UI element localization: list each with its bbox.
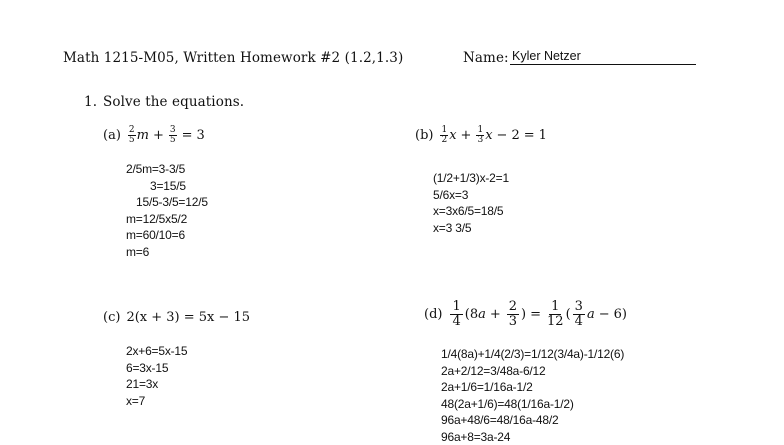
name-label: Name: [463,50,509,66]
fraction: $\frac{2}{3}$ [507,300,519,329]
work-line: 1/4(8a)+1/4(2/3)=1/12(3/4a)-1/12(6) [441,346,624,363]
part-d-label: (d) [424,307,442,322]
work-line: m=12/5x5/2 [126,211,208,228]
work-d [441,346,624,445]
work-line: m=6 [126,244,208,261]
work-line: 48(2a+1/6)=48(1/16a-1/2) [441,396,624,413]
work-line: 2a+2/12=3/48a-6/12 [441,363,624,380]
fraction: $\frac{1}{3}$ [476,126,484,145]
equation-d: (d) $\frac{1}{4}$ (8 a + $\frac{2}{3}$ ) = $\frac{1}{12}$ ( $\frac{3}{4}$ a − 6) [424,300,627,329]
work-line: x=3 3/5 [433,220,509,237]
work-line: m=60/10=6 [126,227,208,244]
question-number: 1. [84,94,97,110]
fraction: $\frac{2}{5}$ [128,126,136,145]
work-b [433,170,509,236]
work-line: 2a+1/6=1/16a-1/2 [441,379,624,396]
work-line: x=3x6/5=18/5 [433,203,509,220]
work-line: (1/2+1/3)x-2=1 [433,170,509,187]
fraction: $\frac{1}{2}$ [440,126,448,145]
question-instruction: Solve the equations. [103,94,244,110]
work-line: 5/6x=3 [433,187,509,204]
fraction: $\frac{1}{4}$ [450,300,462,329]
fraction: $\frac{3}{4}$ [573,300,585,329]
part-b-label: (b) [415,128,433,143]
work-line: 3=15/5 [126,178,208,195]
work-a [126,161,208,260]
fraction: $\frac{3}{5}$ [169,126,177,145]
part-c-label: (c) [103,310,120,325]
equation-a: (a) $\frac{2}{5}$ m + $\frac{3}{5}$ = 3 [103,126,205,145]
work-line: x=7 [126,393,187,410]
work-line: 96a+8=3a-24 [441,429,624,445]
equation-b: (b) $\frac{1}{2}$ x + $\frac{1}{3}$ x − 2 = 1 [415,126,547,145]
document-title: Math 1215-M05, Written Homework #2 (1.2,1.3) [63,50,403,66]
work-line: 15/5-3/5=12/5 [126,194,208,211]
work-line: 6=3x-15 [126,360,187,377]
work-line: 2x+6=5x-15 [126,343,187,360]
fraction: $\frac{1}{12}$ [547,300,564,329]
work-c [126,343,187,409]
student-name: Kyler Netzer [512,49,581,63]
work-line: 21=3x [126,376,187,393]
work-line: 2/5m=3-3/5 [126,161,208,178]
equation-c-text: 2(x + 3) = 5x − 15 [126,310,250,325]
work-line: 96a+48/6=48/16a-48/2 [441,412,624,429]
equation-c [103,310,250,325]
part-a-label: (a) [103,128,121,143]
name-underline [510,64,696,65]
